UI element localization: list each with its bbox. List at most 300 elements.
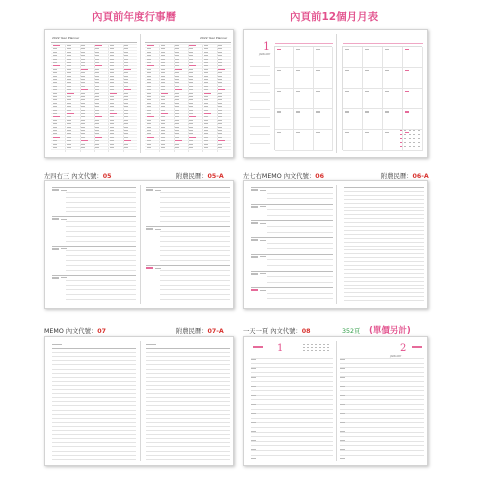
day-writing-line [66,236,136,237]
yearly-row-line [145,104,231,105]
memo-right-page [344,187,424,304]
yearly-date-entry [95,79,99,80]
yearly-date-entry [124,76,128,77]
mini-calendar-day [404,146,406,147]
memo-line [146,418,230,419]
yearly-date-entry [175,123,179,124]
daily-line [251,367,333,368]
memo-line [52,385,136,386]
yearly-date-entry [110,72,114,73]
yearly-date-entry [110,52,114,53]
day-writing-line [66,294,136,295]
memo-line [52,418,136,419]
yearly-date-entry [161,133,165,134]
yearly-date-entry [189,79,193,80]
day-date-label [251,289,258,291]
yearly-date-entry [67,93,74,94]
yearly-date-entry [95,72,99,73]
day-writing-line [267,298,333,299]
daily-hour-label [340,404,345,405]
yearly-row-line [51,128,137,129]
yearly-date-entry [161,110,165,111]
daily-line [251,390,333,391]
yearly-date-entry [204,52,208,53]
yearly-date-entry [53,89,57,90]
yearly-date-entry [81,120,85,121]
memo-line [52,438,136,439]
yearly-row-line [145,77,231,78]
yearly-date-entry [204,55,208,56]
daily-line [251,441,333,442]
yearly-date-entry [147,110,151,111]
yearly-date-entry [124,79,128,80]
yearly-date-entry [161,106,165,107]
day-writing-line [267,282,333,283]
yearly-date-entry [147,52,151,53]
memo-top-rule [344,187,424,188]
weekly-left-alt-prefix: 附農民曆： [176,173,208,180]
daily-left-page [251,343,333,461]
memo-line [52,422,136,423]
day-block-top-rule [146,265,230,266]
daily-left-day-number: 1 [277,343,284,354]
yearly-date-entry [175,147,179,148]
yearly-row-line [51,53,137,54]
yearly-date-entry [81,55,85,56]
day-writing-line [160,221,230,222]
yearly-date-entry [189,137,196,138]
daily-mini-calendar-day [303,347,305,348]
yearly-grid-right [145,44,231,152]
day-writing-line [160,299,230,300]
mini-calendar-day [400,134,402,135]
memo-line [344,265,424,266]
memo-line [52,360,136,361]
yearly-date-entry [218,55,222,56]
yearly-date-entry [204,86,208,87]
yearly-date-entry [204,110,208,111]
day-weekday-label [260,190,266,191]
yearly-date-entry [67,99,71,100]
yearly-date-entry [95,45,102,46]
yearly-row-line [51,104,137,105]
yearly-date-entry [95,52,99,53]
daily-hour-label [251,413,256,414]
yearly-date-entry [67,144,71,145]
yearly-date-entry [175,82,179,83]
yearly-date-entry [110,113,117,114]
yearly-date-entry [175,93,179,94]
day-writing-line [160,260,230,261]
daily-line [340,450,424,451]
memo-line [146,389,230,390]
yearly-date-entry [147,93,151,94]
yearly-date-entry [124,55,128,56]
yearly-date-entry [95,55,99,56]
yearly-date-entry [147,116,154,117]
yearly-date-entry [53,140,57,141]
yearly-date-entry [124,120,128,121]
yearly-date-entry [110,89,114,90]
yearly-date-entry [147,137,154,138]
yearly-date-entry [95,82,99,83]
daily-line [251,386,333,387]
day-weekday-label [260,223,266,224]
day-writing-line [160,255,230,256]
month-day-number [365,91,369,92]
yearly-date-entry [161,65,165,66]
weekly-memo-code: 06 [315,173,324,180]
daily-line [340,432,424,433]
mini-calendar-day [418,138,420,139]
day-block-top-rule [52,275,136,276]
yearly-date-entry [81,69,88,70]
day-writing-line [160,294,230,295]
day-weekday-label [260,206,266,207]
yearly-date-entry [147,120,151,121]
memo-line [344,285,424,286]
day-date-label [146,228,153,230]
day-writing-line [66,285,136,286]
yearly-date-entry [189,120,193,121]
yearly-date-entry [204,116,208,117]
day-writing-line [66,221,136,222]
yearly-date-entry [53,99,57,100]
memo-line [146,364,230,365]
daily-pages-label [342,326,360,335]
yearly-date-entry [204,113,211,114]
yearly-date-entry [81,127,85,128]
yearly-date-entry [175,89,182,90]
yearly-date-entry [53,127,57,128]
day-weekday-label [61,248,67,249]
yearly-date-entry [95,120,99,121]
daily-hour-label [340,368,345,369]
yearly-date-entry [110,103,114,104]
yearly-date-entry [124,45,128,46]
mini-calendar-day [418,142,420,143]
memo-line [344,292,424,293]
daily-spread [243,336,428,466]
month-day-number [316,132,320,133]
yearly-date-entry [53,137,60,138]
memo-line [344,199,424,200]
memo-line [146,446,230,447]
yearly-date-entry [147,82,151,83]
yearly-date-entry [95,127,99,128]
day-writing-line [66,231,136,232]
yearly-date-entry [204,130,208,131]
yearly-date-entry [147,147,151,148]
yearly-date-entry [81,45,85,46]
memo-line [146,405,230,406]
yearly-date-entry [53,72,57,73]
memo-line [52,352,136,353]
yearly-date-entry [53,48,57,49]
daily-hour-label [251,431,256,432]
daily-line [340,372,424,373]
yearly-date-entry [124,130,128,131]
yearly-row-line [51,149,137,150]
yearly-date-entry [147,99,151,100]
day-writing-line [160,211,230,212]
yearly-date-entry [67,106,71,107]
yearly-date-entry [218,144,222,145]
memo-line [146,352,230,353]
memo-line [146,393,230,394]
yearly-date-entry [110,62,114,63]
weekly-memo-label [243,171,324,180]
mini-calendar-day [413,138,415,139]
memo-line [52,364,136,365]
daily-mini-calendar-day [323,347,325,348]
day-writing-line [66,192,136,193]
yearly-date-entry [124,86,128,87]
yearly-date-entry [81,147,85,148]
yearly-date-entry [175,96,179,97]
day-block-top-rule [52,216,136,217]
day-writing-line [160,202,230,203]
yearly-date-entry [81,86,85,87]
month-day-number [296,91,300,92]
month-number: 1 [263,40,270,53]
memo-line [344,230,424,231]
month-day-number [365,132,369,133]
memo-line [146,414,230,415]
daily-line [340,386,424,387]
day-weekday-label [61,190,67,191]
yearly-date-entry [110,93,117,94]
yearly-date-entry [147,123,151,124]
yearly-date-entry [110,82,114,83]
memo-line [52,430,136,431]
yearly-date-entry [189,144,193,145]
daily-hour-label [340,431,345,432]
yearly-date-entry [161,147,165,148]
memo-top-rule [146,348,230,349]
month-day-number [385,111,389,112]
yearly-date-entry [189,106,193,107]
yearly-date-entry [67,89,71,90]
yearly-date-entry [175,59,179,60]
yearly-date-entry [189,93,193,94]
month-day-number [405,70,409,71]
yearly-date-entry [81,110,85,111]
yearly-date-entry [218,103,222,104]
yearly-grid-left [51,44,137,152]
day-writing-line [66,202,136,203]
yearly-planner-title: 內頁前年度行事曆 [92,11,176,23]
yearly-date-entry [218,62,222,63]
day-weekday-label [61,219,67,220]
yearly-date-entry [95,123,99,124]
yearly-date-entry [204,82,208,83]
yearly-date-entry [175,137,179,138]
yearly-date-entry [147,133,151,134]
weekly-left-label [44,171,111,180]
yearly-date-entry [95,48,99,49]
yearly-date-entry [124,89,131,90]
daily-line [340,376,424,377]
yearly-date-entry [67,110,71,111]
memo-line [344,249,424,250]
memo-alt-label [176,326,224,335]
yearly-date-entry [110,79,114,80]
yearly-date-entry [110,59,114,60]
memo-line [52,389,136,390]
yearly-date-entry [147,96,151,97]
yearly-date-entry [218,96,222,97]
month-day-number [277,132,281,133]
day-date-label [251,206,258,208]
month-day-number [316,91,320,92]
yearly-date-entry [204,79,208,80]
day-date-label [52,189,59,191]
yearly-date-entry [161,89,165,90]
yearly-date-entry [218,106,222,107]
month-day-number [277,91,281,92]
yearly-date-entry [204,106,208,107]
yearly-date-entry [67,130,71,131]
memo-line [344,288,424,289]
yearly-date-entry [124,116,128,117]
yearly-date-entry [81,106,85,107]
memo-line [146,385,230,386]
yearly-date-entry [110,127,114,128]
daily-hour-label [251,404,256,405]
yearly-date-entry [204,59,208,60]
yearly-date-entry [67,48,71,49]
yearly-date-entry [110,130,114,131]
yearly-date-entry [81,89,88,90]
yearly-date-entry [161,72,165,73]
yearly-date-entry [124,144,128,145]
yearly-date-entry [189,48,193,49]
yearly-planner-left-page [51,36,137,153]
yearly-date-entry [53,52,57,53]
yearly-date-entry [161,127,165,128]
yearly-date-entry [147,48,151,49]
yearly-date-entry [161,55,165,56]
day-writing-line [66,226,136,227]
month-day-number [385,49,389,50]
daily-mini-calendar-day [319,347,321,348]
yearly-date-entry [110,76,114,77]
month-day-number [277,111,281,112]
daily-hour-label [251,395,256,396]
day-writing-line [267,259,333,260]
yearly-date-entry [161,123,165,124]
yearly-date-entry [81,82,85,83]
yearly-date-entry [124,140,131,141]
monthly-note-line [250,143,270,144]
yearly-date-entry [161,48,165,49]
daily-line [340,445,424,446]
mini-calendar-day [413,134,415,135]
yearly-date-entry [147,72,151,73]
daily-mini-calendar-day [315,347,317,348]
memo-line [146,459,230,460]
yearly-date-entry [204,96,208,97]
month-day-number [405,111,409,112]
memo-left-page [52,343,136,461]
monthly-calendar-title: 內頁前12個月月表 [290,11,379,23]
month-day-number [345,91,349,92]
day-date-label [251,189,258,191]
memo-line [146,356,230,357]
yearly-date-entry [110,55,114,56]
yearly-date-entry [204,72,208,73]
yearly-date-entry [204,137,208,138]
yearly-date-entry [67,52,71,53]
yearly-date-entry [67,79,71,80]
yearly-date-entry [124,147,128,148]
memo-line [344,222,424,223]
yearly-date-entry [95,65,102,66]
yearly-date-entry [218,69,225,70]
day-weekday-label [155,268,161,269]
yearly-date-entry [81,99,85,100]
mini-calendar-day [404,142,406,143]
yearly-date-entry [53,116,60,117]
yearly-date-entry [218,137,222,138]
daily-code: 08 [301,328,311,335]
daily-line [340,367,424,368]
yearly-date-entry [175,110,179,111]
yearly-date-entry [124,82,128,83]
yearly-date-entry [53,45,60,46]
daily-line [251,427,333,428]
mini-calendar-day [413,130,415,131]
yearly-date-entry [67,55,71,56]
yearly-date-entry [175,48,179,49]
yearly-date-entry [189,147,193,148]
day-block-top-rule [251,287,333,288]
yearly-row-line [51,80,137,81]
memo-line [146,451,230,452]
day-block-top-rule [146,187,230,188]
month-day-number [296,49,300,50]
memo-alt-prefix: 附農民曆： [176,328,208,335]
yearly-date-entry [124,123,128,124]
day-writing-line [160,289,230,290]
daily-hour-label [251,359,256,360]
yearly-date-entry [95,96,99,97]
yearly-date-entry [189,113,193,114]
daily-line [251,413,333,414]
yearly-planner-spread [44,29,234,158]
yearly-date-entry [218,82,222,83]
yearly-date-entry [175,45,179,46]
yearly-date-entry [53,133,57,134]
day-writing-line [160,207,230,208]
daily-line [251,399,333,400]
memo-line [344,207,424,208]
memo-line [146,442,230,443]
day-writing-line [66,265,136,266]
daily-line [251,404,333,405]
yearly-date-entry [67,133,71,134]
yearly-date-entry [161,93,168,94]
daily-right-month: JANUARY [390,355,402,358]
memo-line [52,397,136,398]
yearly-date-entry [204,89,208,90]
daily-line [251,422,333,423]
daily-hour-label [251,449,256,450]
yearly-date-entry [110,106,114,107]
yearly-date-entry [189,45,196,46]
yearly-date-entry [67,140,71,141]
